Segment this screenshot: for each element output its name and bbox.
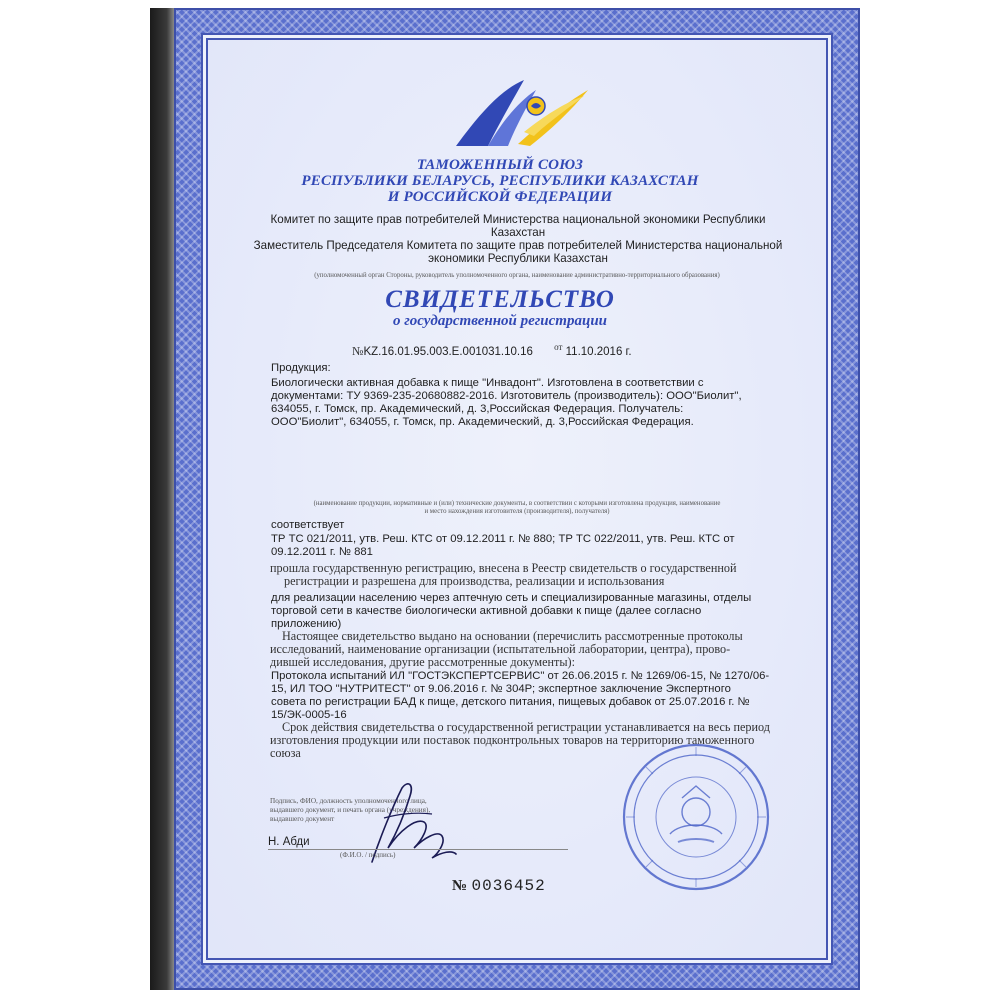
signer-name: Н. Абди: [268, 836, 310, 848]
certificate-number-row: [352, 341, 632, 358]
compliance-label: соответствует: [271, 519, 345, 531]
product-label: Продукция:: [271, 362, 331, 374]
certificate-date: 11.10.2016 г.: [565, 346, 632, 358]
union-title-line3: И РОССИЙСКОЙ ФЕДЕРАЦИИ: [387, 189, 613, 205]
date-prefix: от: [554, 342, 563, 352]
serial-number-row: [452, 877, 546, 895]
product-note: (наименование продукции, нормативные и (или) технические документы, в соответствии с которыми изготовлена продукция, наименование и место нахождения изготовителя (производителя), получателя): [313, 500, 721, 515]
official-stamp: [620, 742, 772, 892]
compliance-standards: ТР ТС 021/2011, утв. Реш. КТС от 09.12.2011 г. № 880; ТР ТС 022/2011, утв. Реш. КТС от 09.12.2011 г. № 881: [271, 533, 735, 558]
serial-number: 0036452: [471, 877, 546, 895]
signer-name-note: (Ф.И.О. / подпись): [340, 851, 396, 859]
basis-statement: Настоящее свидетельство выдано на основании (перечислить рассмотренные протоколы исследований, наименование организации (испытательной лаборатории, центра), прово- дившей исследования, другие рассмотренные документы):: [270, 629, 743, 669]
scan-edge-shadow: [150, 8, 174, 990]
signature-caption: Подпись, ФИО, должность уполномоченного лица, выдавшего документ, и печать органа (учреждения), выдавшего документ: [270, 797, 431, 823]
union-title-line2: РЕСПУБЛИКИ БЕЛАРУСЬ, РЕСПУБЛИКИ КАЗАХСТАН: [301, 173, 699, 189]
committee-name: Комитет по защите прав потребителей Министерства национальной экономики Республики Казахстан Заместитель Председателя Комитета по защите прав потребителей Министерства национальной экономики Республики Казахстан: [253, 213, 783, 265]
union-title-line1: ТАМОЖЕННЫЙ СОЮЗ: [416, 157, 584, 173]
product-description: Биологически активная добавка к пище "Инвадонт". Изготовлена в соответствии с документами: ТУ 9369-235-20680882-2016. Изготовитель (производитель): ООО"Биолит", 634055, г. Томск, пр. Академический, д. 3,Российская Федерация. Получатель: ООО"Биолит", 634055, г. Томск, пр. Академический, д. 3,Российская Федерация.: [271, 377, 742, 428]
usage-scope: для реализации населению через аптечную сеть и специализированные магазины, отделы торговой сети в качестве биологически активной добавки к пище (далее согласно приложению): [271, 592, 752, 630]
number-sign: №: [352, 344, 364, 358]
certificate-number: KZ.16.01.95.003.E.001031.10.16: [363, 346, 533, 358]
certificate-subtitle: о государственной регистрации: [392, 313, 608, 329]
signature-line: [268, 849, 568, 850]
certificate-title: СВИДЕТЕЛЬСТВО: [385, 286, 615, 313]
authority-note: (уполномоченный орган Стороны, руководитель уполномоченного органа, наименование административно-территориального образования): [314, 272, 720, 279]
registration-statement: прошла государственную регистрацию, внесена в Реестр свидетельств о государственной регистрации и разрешена для производства, реализации и использования: [270, 561, 737, 588]
serial-number-sign: №: [452, 878, 468, 894]
validity-statement: Срок действия свидетельства о государственной регистрации устанавливается на весь период изготовления продукции или поставок подконтрольных товаров на территорию таможенного союза: [270, 720, 770, 760]
test-protocols: Протокола испытаний ИЛ "ГОСТЭКСПЕРТСЕРВИС" от 26.06.2015 г. № 1269/06-15, № 1270/06- 15, ИЛ ТОО "НУТРИТЕСТ" от 9.06.2016 г. № 304Р; экспертное заключение Экспертного совета по регистрации БАД к пище, детского питания, пищевых добавок от 25.07.2016 г. № 15/ЭК-0005-16: [271, 670, 770, 721]
customs-union-logo: [448, 76, 594, 150]
